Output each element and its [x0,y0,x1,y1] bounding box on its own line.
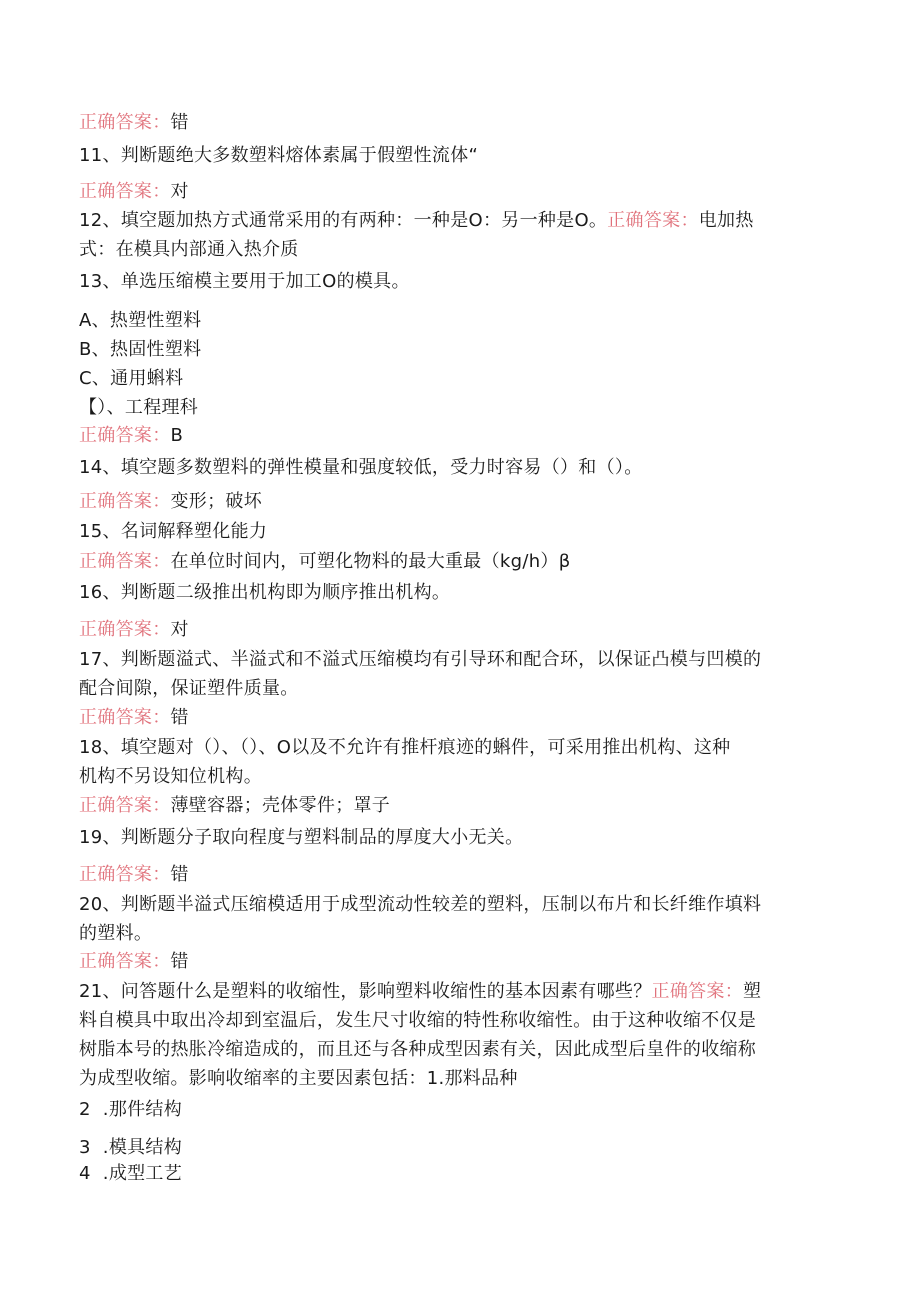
answer-label: 正确答案： [79,425,171,446]
question-line: 19、判断题分子取向程度与塑料制品的厚度大小无关。 [79,827,524,848]
answer-value: 塑 [743,981,762,1002]
answer-line [79,618,189,642]
question-text: 21、问答题什么是塑料的收缩性，影响塑料收缩性的基本因素有哪些？ [79,981,652,1002]
answer-value: 错 [170,707,189,728]
question-text: 12、填空题加热方式通常采用的有两种：一种是O：另一种是O。 [79,210,608,231]
question-line: 11、判断题绝大多数塑料熔体素属于假塑性流体“ [79,145,479,166]
answer-value: B [170,425,184,446]
question-line: 14、填空题多数塑料的弹性模量和强度较低，受力时容易（）和（）。 [79,457,643,478]
question-line: 配合间隙，保证塑件质量。 [79,678,299,699]
answer-continuation: 为成型收缩。影响收缩率的主要因素包括：1.那料品种 [79,1068,518,1089]
question-line: 18、填空题对（）、（）、O以及不允许有推杆痕迹的蝌件，可采用推出机构、这种 [79,737,731,758]
answer-label: 正确答案： [79,551,171,572]
list-item: 3 .模具结构 [79,1137,183,1158]
answer-value: 错 [170,112,189,133]
answer-continuation: 式：在模具内部通入热介质 [79,239,299,260]
list-item: 2 .那件结构 [79,1099,183,1120]
answer-line [79,111,189,135]
option-d: 【）、工程理科 [79,397,199,418]
answer-label: 正确答案： [79,112,171,133]
answer-value: 变形；破坏 [170,491,262,512]
answer-label: 正确答案： [79,619,171,640]
answer-line [79,180,189,204]
question-line [79,209,754,233]
answer-label: 正确答案： [79,491,171,512]
question-line [79,980,761,1004]
answer-line [79,950,189,974]
answer-label: 正确答案： [79,181,171,202]
answer-continuation: 料自模具中取出冷却到室温后，发生尺寸收缩的特性称收缩性。由于这种收缩不仅是 [79,1010,757,1031]
option-c: C、通用蝌料 [79,368,184,389]
answer-value: 薄壁容器；壳体零件；罩子 [170,795,391,816]
question-line: 15、名词解释塑化能力 [79,521,268,542]
answer-line [79,424,183,448]
answer-label: 正确答案： [79,707,171,728]
question-line: 20、判断题半溢式压缩模适用于成型流动性较差的塑料，压制以布片和长纤维作填料 [79,894,762,915]
answer-line [79,706,189,730]
answer-line [79,863,189,887]
answer-value: 在单位时间内，可塑化物料的最大重最（kg/h）β [170,551,571,572]
answer-label: 正确答案： [79,864,171,885]
answer-value: 对 [170,181,189,202]
question-line: 17、判断题溢式、半溢式和不溢式压缩模均有引导环和配合环，以保证凸模与凹模的 [79,649,762,670]
answer-label: 正确答案： [79,951,171,972]
answer-label: 正确答案： [651,981,744,1002]
question-line: 16、判断题二级推出机构即为顺序推出机构。 [79,582,451,603]
option-a: A、热塑性塑料 [79,310,202,331]
question-line: 机构不另设知位机构。 [79,766,262,787]
question-line: 13、单选压缩模主要用于加工O的模具。 [79,271,410,292]
list-item: 4 .成型工艺 [79,1163,183,1184]
answer-line [79,490,262,514]
answer-value: 错 [170,951,189,972]
answer-label: 正确答案： [607,210,699,231]
answer-continuation: 树脂本号的热胀冷缩造成的，而且还与各种成型因素有关，因此成型后皇件的收缩称 [79,1039,757,1060]
option-b: B、热固性塑料 [79,339,202,360]
question-line: 的塑料。 [79,923,153,944]
answer-value: 电加热 [698,210,754,231]
answer-line [79,550,571,574]
answer-line [79,794,390,818]
answer-label: 正确答案： [79,795,171,816]
answer-value: 对 [170,619,189,640]
answer-value: 错 [170,864,189,885]
